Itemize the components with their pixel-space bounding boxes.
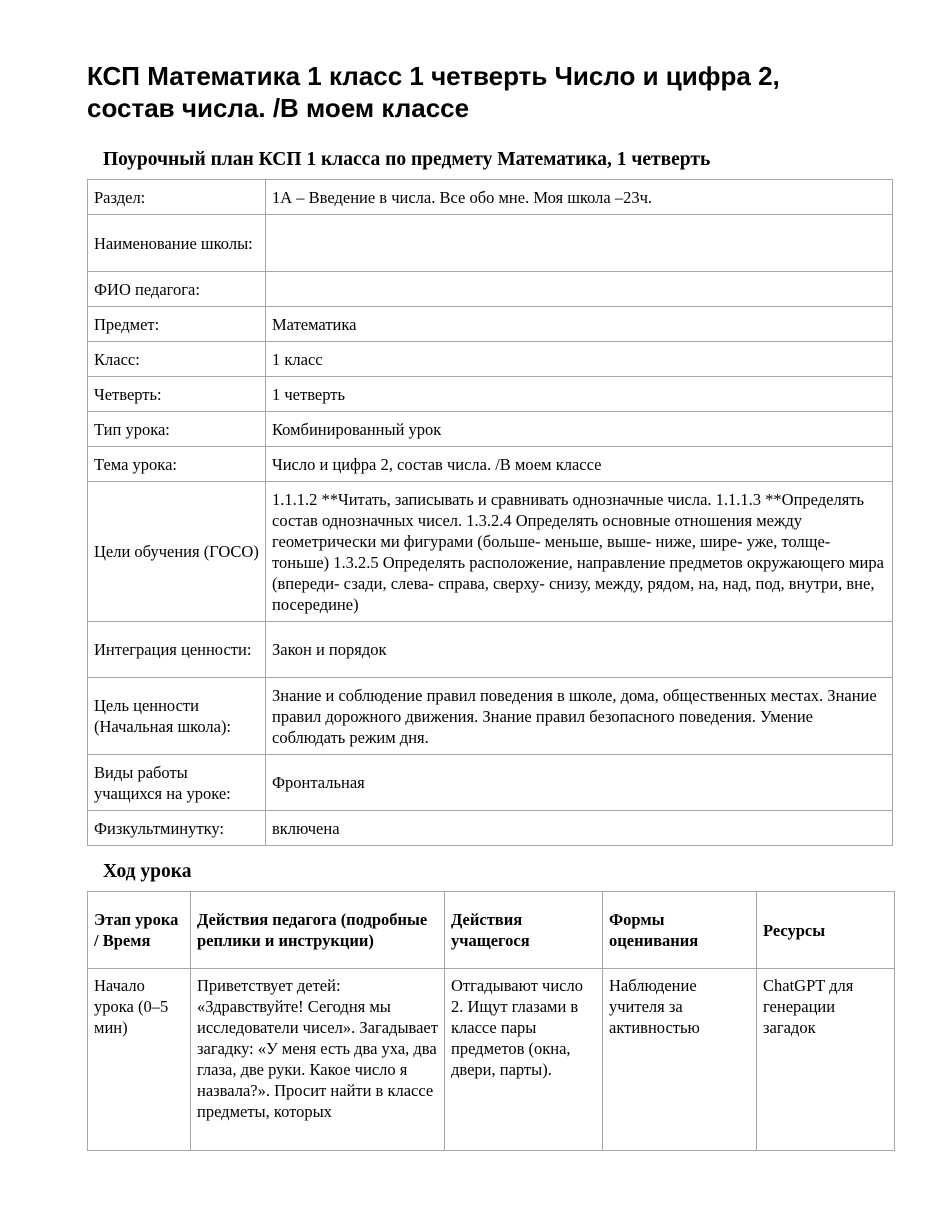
cell-resources: ChatGPT для генерации загадок: [757, 969, 895, 1151]
row-label: ФИО педагога:: [88, 272, 266, 307]
table-row: [88, 447, 893, 482]
row-label: Тип урока:: [88, 412, 266, 447]
row-label: Предмет:: [88, 307, 266, 342]
plan-table: [87, 179, 893, 846]
row-value: 1 класс: [266, 342, 893, 377]
row-label: Физкультминутку:: [88, 811, 266, 846]
cell-stage: Начало урока (0–5 мин): [88, 969, 191, 1151]
row-value: Фронтальная: [266, 755, 893, 811]
row-label: Цели обучения (ГОСО): [88, 482, 266, 622]
row-label: Наименование школы:: [88, 215, 266, 272]
row-label: Цель ценности (Начальная школа):: [88, 678, 266, 755]
table-row: [88, 412, 893, 447]
column-header-assessment: Формы оценивания: [603, 892, 757, 969]
table-row: [88, 272, 893, 307]
table-row: [88, 678, 893, 755]
row-value: [266, 215, 893, 272]
table-row: [88, 180, 893, 215]
table-row: [88, 482, 893, 622]
row-label: Класс:: [88, 342, 266, 377]
row-value: Математика: [266, 307, 893, 342]
column-header-stage: Этап урока / Время: [88, 892, 191, 969]
column-header-resources: Ресурсы: [757, 892, 895, 969]
row-value: Знание и соблюдение правил поведения в школе, дома, общественных местах. Знание правил дорожного движения. Знание правил безопасного поведения. Умение соблюдать режим дня.: [266, 678, 893, 755]
row-label: Четверть:: [88, 377, 266, 412]
row-value: 1 четверть: [266, 377, 893, 412]
row-label: Раздел:: [88, 180, 266, 215]
row-value: Число и цифра 2, состав числа. /В моем классе: [266, 447, 893, 482]
row-label: Интеграция ценности:: [88, 622, 266, 678]
lesson-flow-table: [87, 891, 895, 1151]
row-label: Виды работы учащихся на уроке:: [88, 755, 266, 811]
plan-heading: Поурочный план КСП 1 класса по предмету Математика, 1 четверть: [103, 149, 711, 170]
table-row: [88, 377, 893, 412]
column-header-teacher-actions: Действия педагога (подробные реплики и инструкции): [191, 892, 445, 969]
row-value: Комбинированный урок: [266, 412, 893, 447]
table-row: [88, 755, 893, 811]
table-row: [88, 342, 893, 377]
row-value: включена: [266, 811, 893, 846]
cell-student-actions: Отгадывают число 2. Ищут глазами в классе пары предметов (окна, двери, парты).: [445, 969, 603, 1151]
row-value: 1.1.1.2 **Читать, записывать и сравнивать однозначные числа. 1.1.1.3 **Определять состав однозначных чисел. 1.3.2.4 Определять основные отношения между геометрически ми фигурами (больше- меньше, выше- ниже, шире- уже, толще- тоньше) 1.3.2.5 Определять расположение, направление предметов окружающего мира (впереди- сзади, слева- справа, сверху- снизу, между, рядом, на, над, под, внутри, вне, посередине): [266, 482, 893, 622]
lesson-flow-heading: Ход урока: [103, 861, 192, 882]
table-row: [88, 215, 893, 272]
cell-assessment: Наблюдение учителя за активностью: [603, 969, 757, 1151]
table-row: [88, 622, 893, 678]
row-label: Тема урока:: [88, 447, 266, 482]
table-row: [88, 969, 895, 1151]
row-value: 1А – Введение в числа. Все обо мне. Моя школа –23ч.: [266, 180, 893, 215]
table-row: [88, 811, 893, 846]
table-header-row: [88, 892, 895, 969]
column-header-student-actions: Действия учащегося: [445, 892, 603, 969]
table-row: [88, 307, 893, 342]
row-value: [266, 272, 893, 307]
row-value: Закон и порядок: [266, 622, 893, 678]
document-title: КСП Математика 1 класс 1 четверть Число и цифра 2, состав числа. /В моем классе: [87, 61, 780, 123]
cell-teacher-actions: Приветствует детей: «Здравствуйте! Сегодня мы исследователи чисел». Загадывает загадку: «У меня есть два уха, два глаза, две руки. Какое число я назвала?». Просит найти в классе предметы, которых: [191, 969, 445, 1151]
